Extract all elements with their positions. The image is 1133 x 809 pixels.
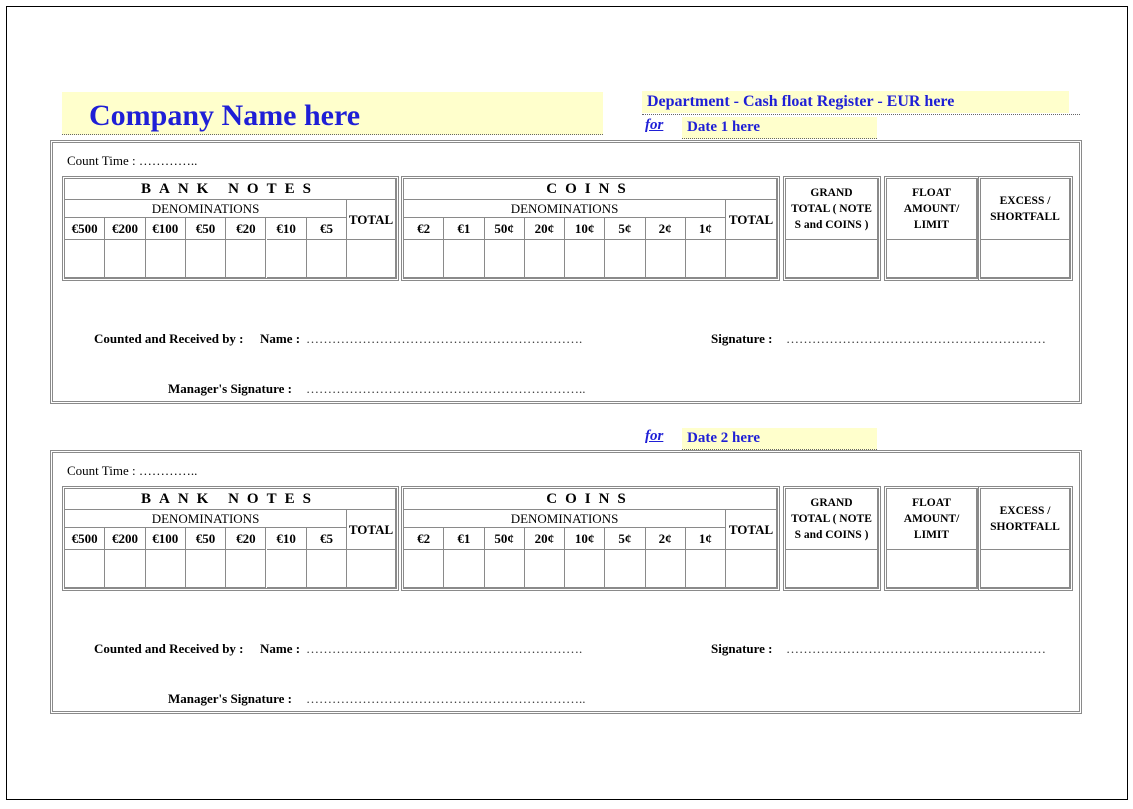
coin-denomination-header: €2 xyxy=(404,218,444,240)
register-section-2 xyxy=(50,450,1082,714)
coin-count-cell[interactable] xyxy=(565,240,605,278)
note-denomination-header: €5 xyxy=(307,528,347,550)
grand-total-cell[interactable] xyxy=(786,240,878,278)
coin-count-cell[interactable] xyxy=(404,550,444,588)
coin-denomination-header: 20¢ xyxy=(525,528,565,550)
denominations-label: DENOMINATIONS xyxy=(404,200,726,218)
name-field[interactable]: ………………………………………………………. xyxy=(306,641,583,656)
denominations-label: DENOMINATIONS xyxy=(404,510,726,528)
coins-title: COINS xyxy=(404,179,777,200)
note-count-cell[interactable] xyxy=(226,550,266,588)
note-count-cell[interactable] xyxy=(186,550,226,588)
manager-signature-field[interactable]: ……………………………………………………….. xyxy=(306,691,586,706)
note-denomination-header: €10 xyxy=(267,528,307,550)
coins-table xyxy=(401,486,780,591)
register-section-1 xyxy=(50,140,1082,404)
note-count-cell[interactable] xyxy=(307,550,347,588)
excess-shortfall-header: EXCESS / SHORTFALL xyxy=(981,489,1070,550)
note-denomination-header: €20 xyxy=(226,218,266,240)
grand-total-table xyxy=(783,176,881,281)
note-count-cell[interactable] xyxy=(186,240,226,278)
excess-shortfall-cell[interactable] xyxy=(981,240,1070,278)
bank-notes-title: BANK NOTES xyxy=(65,489,396,510)
department-underline xyxy=(642,114,1080,115)
note-denomination-header: €500 xyxy=(65,218,105,240)
note-denomination-header: €50 xyxy=(186,218,226,240)
coins-total-cell[interactable] xyxy=(726,550,777,588)
coin-count-cell[interactable] xyxy=(605,240,645,278)
department-title-box[interactable] xyxy=(642,91,1069,113)
coin-denomination-header: 1¢ xyxy=(686,528,726,550)
excess-shortfall-table xyxy=(978,486,1073,591)
coin-count-cell[interactable] xyxy=(646,550,686,588)
note-denomination-header: €100 xyxy=(146,218,186,240)
signature-label: Signature : xyxy=(711,331,773,346)
denominations-label: DENOMINATIONS xyxy=(65,510,347,528)
for-label: for xyxy=(645,428,664,444)
float-amount-header: FLOAT AMOUNT/ LIMIT xyxy=(887,489,977,550)
note-denomination-header: €10 xyxy=(267,218,307,240)
grand-total-header: GRAND TOTAL ( NOTE S and COINS ) xyxy=(786,179,878,240)
signature-label: Signature : xyxy=(711,641,773,656)
excess-shortfall-table xyxy=(978,176,1073,281)
coin-denomination-header: 10¢ xyxy=(565,218,605,240)
grand-total-table xyxy=(783,486,881,591)
note-count-cell[interactable] xyxy=(267,240,307,278)
coins-total-header: TOTAL xyxy=(726,200,777,240)
coin-count-cell[interactable] xyxy=(444,550,484,588)
date-text: Date 2 here xyxy=(687,430,761,446)
counted-received-label: Counted and Received by : xyxy=(94,641,244,656)
notes-total-header: TOTAL xyxy=(347,510,396,550)
coin-count-cell[interactable] xyxy=(485,240,525,278)
coins-table xyxy=(401,176,780,281)
grand-total-cell[interactable] xyxy=(786,550,878,588)
signature-field[interactable]: …………………………………………………… xyxy=(786,641,1046,656)
counted-received-label: Counted and Received by : xyxy=(94,331,244,346)
note-count-cell[interactable] xyxy=(65,550,105,588)
float-amount-cell[interactable] xyxy=(887,240,977,278)
bank-notes-table xyxy=(62,176,399,281)
coin-denomination-header: 1¢ xyxy=(686,218,726,240)
coins-total-cell[interactable] xyxy=(726,240,777,278)
note-count-cell[interactable] xyxy=(146,550,186,588)
coin-denomination-header: 2¢ xyxy=(646,218,686,240)
note-count-cell[interactable] xyxy=(307,240,347,278)
manager-signature-label: Manager's Signature : xyxy=(168,381,292,396)
note-denomination-header: €100 xyxy=(146,528,186,550)
name-field[interactable]: ………………………………………………………. xyxy=(306,331,583,346)
coins-title: COINS xyxy=(404,489,777,510)
note-denomination-header: €5 xyxy=(307,218,347,240)
notes-total-cell[interactable] xyxy=(347,550,396,588)
coin-denomination-header: 50¢ xyxy=(485,218,525,240)
coin-count-cell[interactable] xyxy=(686,240,726,278)
manager-signature-field[interactable]: ……………………………………………………….. xyxy=(306,381,586,396)
coin-denomination-header: 2¢ xyxy=(646,528,686,550)
note-denomination-header: €200 xyxy=(105,528,145,550)
coin-denomination-header: 20¢ xyxy=(525,218,565,240)
coin-count-cell[interactable] xyxy=(525,240,565,278)
denominations-label: DENOMINATIONS xyxy=(65,200,347,218)
float-amount-header: FLOAT AMOUNT/ LIMIT xyxy=(887,179,977,240)
excess-shortfall-header: EXCESS / SHORTFALL xyxy=(981,179,1070,240)
note-count-cell[interactable] xyxy=(65,240,105,278)
note-count-cell[interactable] xyxy=(105,240,145,278)
count-time-label: Count Time : ………….. xyxy=(67,463,198,478)
signature-field[interactable]: …………………………………………………… xyxy=(786,331,1046,346)
coin-denomination-header: €2 xyxy=(404,528,444,550)
coin-count-cell[interactable] xyxy=(565,550,605,588)
coin-count-cell[interactable] xyxy=(444,240,484,278)
coin-denomination-header: 50¢ xyxy=(485,528,525,550)
note-count-cell[interactable] xyxy=(146,240,186,278)
float-amount-table xyxy=(884,486,980,591)
coin-count-cell[interactable] xyxy=(605,550,645,588)
note-count-cell[interactable] xyxy=(267,550,307,588)
date-text: Date 1 here xyxy=(687,119,761,135)
name-label: Name : xyxy=(260,641,301,656)
coin-denomination-header: 10¢ xyxy=(565,528,605,550)
coin-count-cell[interactable] xyxy=(485,550,525,588)
excess-shortfall-cell[interactable] xyxy=(981,550,1070,588)
note-count-cell[interactable] xyxy=(105,550,145,588)
notes-total-cell[interactable] xyxy=(347,240,396,278)
date-box-2[interactable] xyxy=(682,428,877,450)
coin-count-cell[interactable] xyxy=(525,550,565,588)
notes-total-header: TOTAL xyxy=(347,200,396,240)
coin-count-cell[interactable] xyxy=(646,240,686,278)
coin-count-cell[interactable] xyxy=(404,240,444,278)
coin-denomination-header: €1 xyxy=(444,528,484,550)
bank-notes-table xyxy=(62,486,399,591)
count-time-label: Count Time : ………….. xyxy=(67,153,198,168)
grand-total-header: GRAND TOTAL ( NOTE S and COINS ) xyxy=(786,489,878,550)
company-name: Company Name here xyxy=(89,99,361,132)
name-label: Name : xyxy=(260,331,301,346)
note-denomination-header: €500 xyxy=(65,528,105,550)
bank-notes-title: BANK NOTES xyxy=(65,179,396,200)
coin-denomination-header: 5¢ xyxy=(605,218,645,240)
note-denomination-header: €20 xyxy=(226,528,266,550)
note-denomination-header: €200 xyxy=(105,218,145,240)
company-name-box[interactable] xyxy=(62,92,603,135)
department-title: Department - Cash float Register - EUR here xyxy=(647,93,955,110)
coins-total-header: TOTAL xyxy=(726,510,777,550)
date-box-1[interactable] xyxy=(682,117,877,139)
coin-count-cell[interactable] xyxy=(686,550,726,588)
coin-denomination-header: €1 xyxy=(444,218,484,240)
manager-signature-label: Manager's Signature : xyxy=(168,691,292,706)
note-denomination-header: €50 xyxy=(186,528,226,550)
note-count-cell[interactable] xyxy=(226,240,266,278)
float-amount-table xyxy=(884,176,980,281)
coin-denomination-header: 5¢ xyxy=(605,528,645,550)
for-label: for xyxy=(645,117,664,133)
float-amount-cell[interactable] xyxy=(887,550,977,588)
